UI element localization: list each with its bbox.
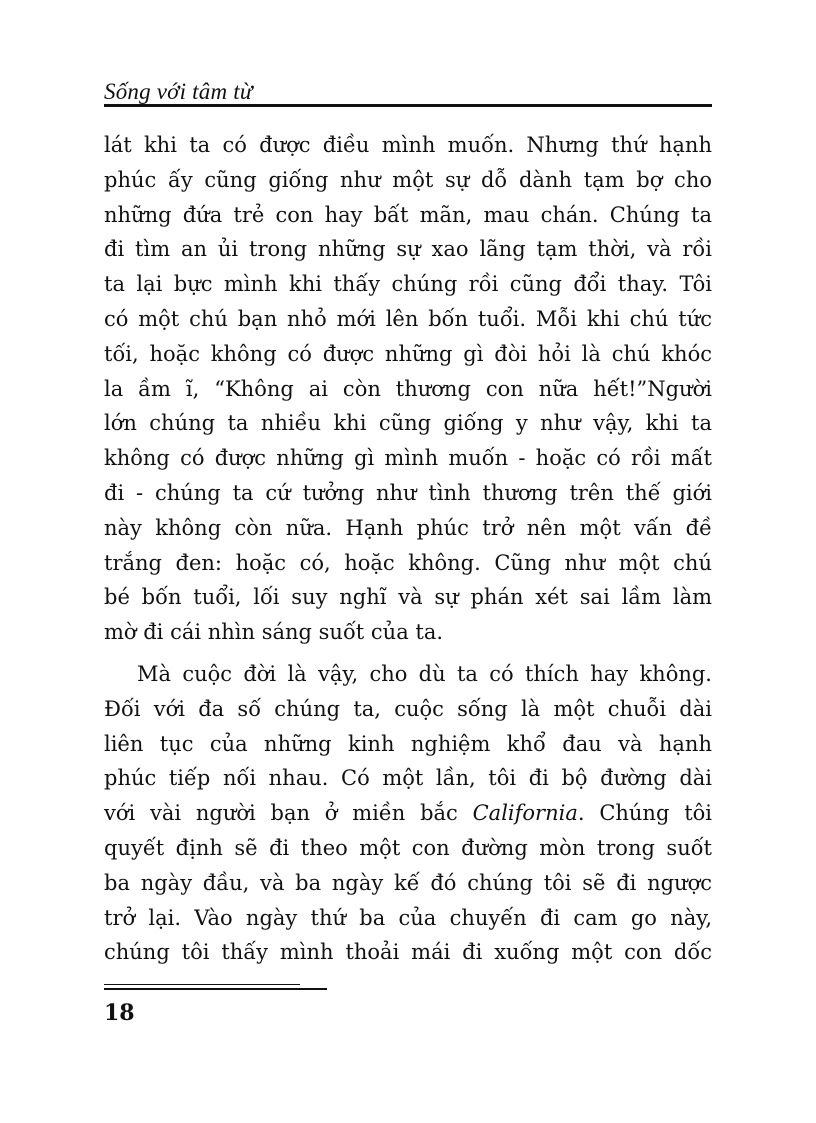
- text-line: ta lại bực mình khi thấy chúng rồi cũng đổi thay. Tôi: [104, 272, 712, 297]
- text-segment: . Chúng tôi: [577, 801, 712, 826]
- paragraph-gap: [104, 650, 712, 657]
- paragraph-2: [104, 657, 712, 970]
- text-line: liên tục của những kinh nghiệm khổ đau và hạnh: [104, 731, 712, 756]
- page-number: 18: [104, 1000, 135, 1026]
- text-line: chúng tôi thấy mình thoải mái đi xuống một con dốc: [104, 940, 712, 965]
- text-line: những đứa trẻ con hay bất mãn, mau chán. Chúng ta: [104, 202, 712, 227]
- text-line: bé bốn tuổi, lối suy nghĩ và sự phán xét sai lầm làm: [104, 585, 712, 610]
- running-header-title: Sống với tâm từ: [104, 79, 253, 104]
- text-line: quyết định sẽ đi theo một con đường mòn trong suốt: [104, 835, 712, 860]
- body-text: [104, 128, 712, 970]
- italic-place-name: California: [472, 801, 578, 826]
- text-line: đi - chúng ta cứ tưởng như tình thương trên thế giới: [104, 480, 712, 505]
- text-line: phúc tiếp nối nhau. Có một lần, tôi đi bộ đường dài: [104, 766, 712, 791]
- text-line: Mà cuộc đời là vậy, cho dù ta có thích hay không.: [137, 661, 712, 686]
- text-line: la ầm ĩ, “Không ai còn thương con nữa hết!”Người: [104, 376, 712, 401]
- text-line: phúc ấy cũng giống như một sự dỗ dành tạm bợ cho: [104, 167, 712, 192]
- footer-rule: [104, 988, 327, 990]
- text-line: trở lại. Vào ngày thứ ba của chuyến đi cam go này,: [104, 905, 712, 930]
- text-segment: với vài người bạn ở miền bắc: [104, 801, 473, 826]
- text-line: ba ngày đầu, và ba ngày kế đó chúng tôi sẽ đi ngược: [104, 870, 712, 895]
- footer-rule-upper: [104, 984, 300, 985]
- text-line: mờ đi cái nhìn sáng suốt của ta.: [104, 620, 444, 645]
- text-line: có một chú bạn nhỏ mới lên bốn tuổi. Mỗi khi chú tức: [104, 306, 712, 331]
- paragraph-1: [104, 128, 712, 650]
- text-line: lát khi ta có được điều mình muốn. Nhưng thứ hạnh: [104, 133, 712, 157]
- text-line: Đối với đa số chúng ta, cuộc sống là một chuỗi dài: [104, 696, 712, 721]
- text-line: đi tìm an ủi trong những sự xao lãng tạm thời, và rồi: [104, 237, 712, 262]
- text-line: trắng đen: hoặc có, hoặc không. Cũng như một chú: [104, 550, 712, 575]
- text-line: này không còn nữa. Hạnh phúc trở nên một vấn đề: [104, 515, 712, 540]
- text-line: lớn chúng ta nhiều khi cũng giống y như vậy, khi ta: [104, 411, 712, 436]
- text-line: tối, hoặc không có được những gì đòi hỏi là chú khóc: [104, 341, 712, 366]
- text-line: không có được những gì mình muốn - hoặc có rồi mất: [104, 446, 712, 471]
- header-rule: [104, 104, 712, 107]
- text-line-with-italic: [104, 796, 712, 831]
